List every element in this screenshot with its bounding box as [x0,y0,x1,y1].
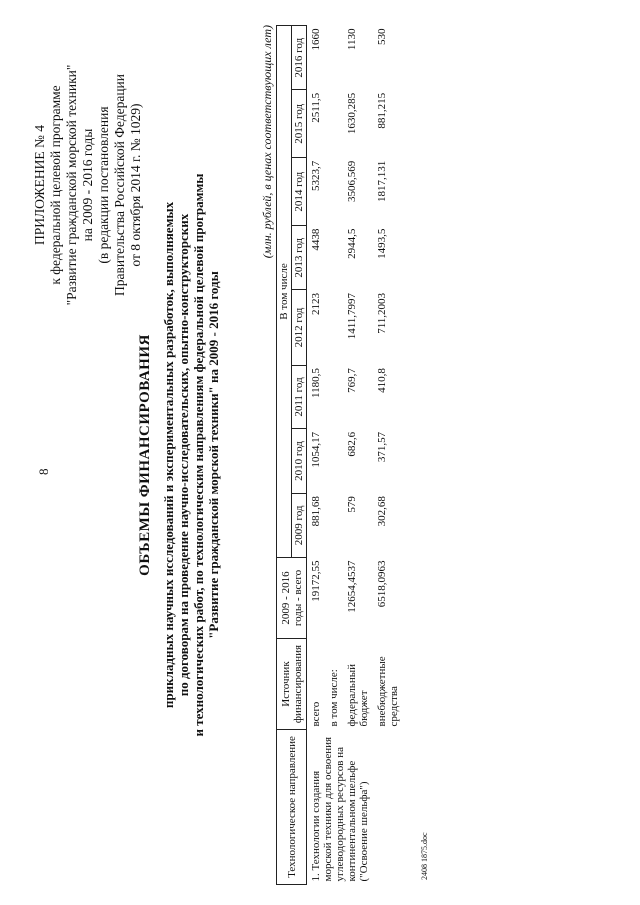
appendix-line: "Развитие гражданской морской техники" [64,64,79,306]
title-line: и технологических работ, по технологическим направлениям федеральной целевой программы [191,173,206,737]
total-cell [325,558,343,639]
title-line: по договорам на проведение научно-исследовательских, опытно-конструкторских [176,213,191,697]
source-cell: в том числе: [328,669,340,727]
year-cell: 1493,5 [376,228,388,259]
source-cell: всего [310,701,322,727]
appendix-header [32,55,144,315]
year-cell: 530 [376,28,388,45]
year-cell: 1130 [346,28,358,51]
total-cell: 19172,55 [310,560,322,602]
header-including: В том числе [277,26,292,558]
total-cell: 12654,4537 [346,560,358,613]
units-note: (млн. рублей, в ценах соответствующих лет) [260,25,274,259]
direction-cell: 1. Технологии создания морской техники для освоения углеводородных ресурсов на континентальном шельфе ("Освоение шельфа") [310,736,370,882]
year-cell: 1660 [310,28,322,51]
year-cell: 1817,131 [376,160,388,202]
year-cell: 881,68 [310,496,322,527]
title-line: "Развитие гражданской морской техники" на 2009 - 2016 годы [206,271,221,639]
source-cell: внебюджетные средства [376,656,400,727]
appendix-line: ПРИЛОЖЕНИЕ № 4 [32,124,47,246]
year-cell: 410,8 [376,368,388,393]
year-cell: 711,2003 [376,292,388,334]
year-cell: 2511,5 [310,92,322,123]
year-cell: 2123 [310,292,322,315]
header-source: Источник финансирования [277,639,307,730]
year-cell: 371,57 [376,431,388,463]
document-title [138,95,221,815]
appendix-line: от 8 октября 2014 г. № 1029) [128,103,143,267]
year-cell: 1411,7997 [346,292,358,340]
table-row [307,26,326,885]
header-direction: Технологическое направление [277,730,307,885]
year-cell: 769,7 [346,368,358,393]
title-line: прикладных научных исследований и экспериментальных разработок, выполняемых [161,201,176,709]
file-footer: 2408 1875.doc [420,832,429,880]
title-heading: ОБЪЕМЫ ФИНАНСИРОВАНИЯ [137,334,153,576]
header-total: 2009 - 2016 годы - всего [277,558,307,639]
appendix-line: на 2009 - 2016 годы [80,128,95,242]
year-cell: 2944,5 [346,228,358,259]
page-number: 8 [36,468,51,475]
header-year: 2009 год [292,493,307,557]
year-cell: 682,6 [346,431,358,457]
year-cell: 4438 [310,228,322,251]
header-year: 2013 год [292,226,307,290]
year-cell: 881,215 [376,92,388,129]
year-cell: 5323,7 [310,160,322,191]
header-year: 2010 год [292,429,307,493]
year-cell: 1180,5 [310,368,322,398]
header-year: 2011 год [292,365,307,429]
year-cell: 1630,285 [346,92,358,135]
year-cell: 1054,17 [310,431,322,468]
source-cell: федеральный бюджет [346,664,370,727]
year-cell: 579 [346,496,358,513]
appendix-line: к федеральной целевой программе [48,85,63,285]
total-cell: 6518,0963 [376,560,388,608]
header-year: 2014 год [292,158,307,226]
year-cell: 3506,569 [346,160,358,202]
rotated-page [20,25,440,885]
financing-table [276,25,403,885]
header-year: 2016 год [292,26,307,90]
header-year: 2012 год [292,290,307,365]
header-year: 2015 год [292,90,307,158]
appendix-line: (в редакции постановления [96,106,111,264]
appendix-line: Правительства Российской Федерации [112,74,127,296]
empty-cell [325,26,343,558]
year-cell: 302,68 [376,496,388,527]
